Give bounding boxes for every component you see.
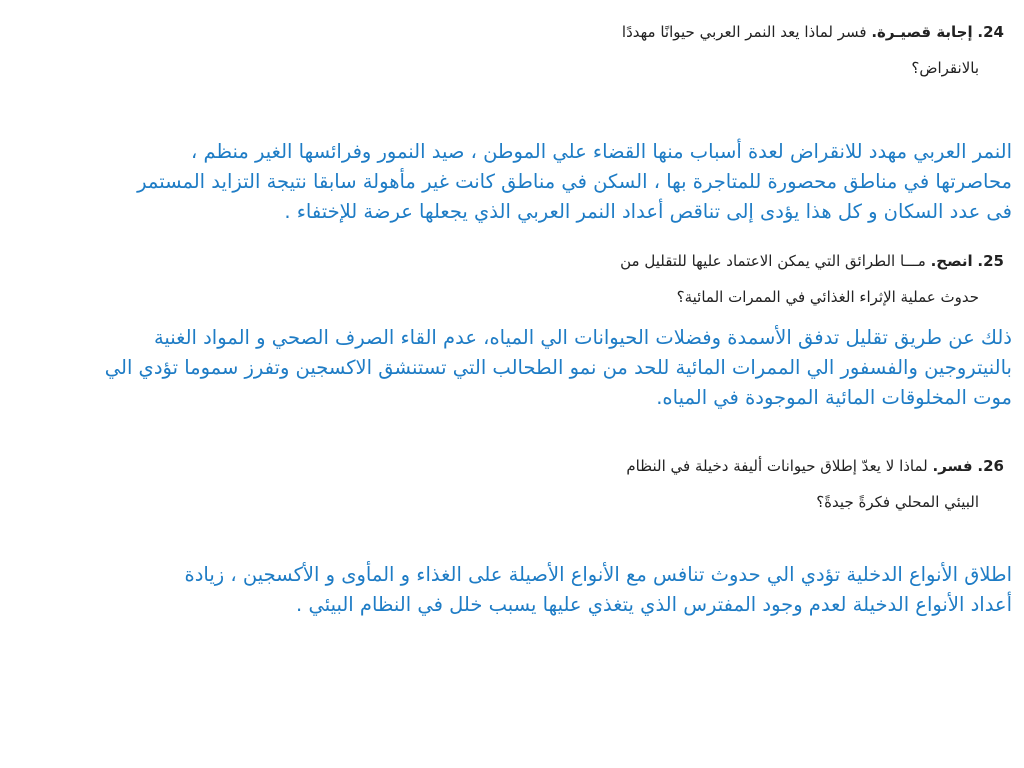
question-24-text: فسر لماذا يعد النمر العربي حيوانًا مهددًا bbox=[621, 23, 867, 41]
answer-24 bbox=[12, 137, 1012, 227]
answer-26-line-2: أعداد الأنواع الدخيلة لعدم وجود المفترس الذي يتغذي عليها يسبب خلل في النظام البيئي . bbox=[296, 593, 1012, 616]
answer-24-line-3: فى عدد السكان و كل هذا يؤدى إلى تناقص أعداد النمر العربي الذي يجعلها عرضة للإختفاء . bbox=[284, 200, 1012, 223]
answer-24-line-2: محاصرتها في مناطق محصورة للمتاجرة بها ، السكن في مناطق كانت غير مأهولة سابقا نتيجة التزايد المستمر bbox=[137, 170, 1012, 193]
question-25-label: انصح. bbox=[930, 252, 973, 270]
question-26-line-1 bbox=[14, 456, 1004, 476]
question-24-line-2: بالانقراض؟ bbox=[911, 59, 979, 77]
answer-25-line-3: موت المخلوقات المائية الموجودة في المياه. bbox=[656, 386, 1012, 409]
answer-24-line-1: النمر العربي مهدد للانقراض لعدة أسباب منها القضاء علي الموطن ، صيد النمور وفرائسها الغير منظم ، bbox=[191, 140, 1012, 163]
question-24-line-1 bbox=[14, 22, 1004, 42]
answer-25-line-2: بالنيتروجين والفسفور الي الممرات المائية للحد من نمو الطحالب التي تستنشق الاكسجين وتفرز سموما تؤدي الي bbox=[104, 356, 1012, 379]
question-26-line-2: البيئي المحلي فكرةً جيدةً؟ bbox=[816, 493, 979, 511]
answer-26 bbox=[12, 560, 1012, 620]
question-24-label: إجابة قصيـرة. bbox=[871, 23, 973, 41]
question-25-text: مـــا الطرائق التي يمكن الاعتماد عليها للتقليل من bbox=[620, 252, 926, 270]
answer-25 bbox=[12, 323, 1012, 413]
answer-25-line-1: ذلك عن طريق تقليل تدفق الأسمدة وفضلات الحيوانات الي المياه، عدم القاء الصرف الصحي و المواد الغنية bbox=[153, 326, 1012, 349]
question-25-line-2: حدوث عملية الإثراء الغذائي في الممرات المائية؟ bbox=[676, 288, 979, 306]
question-25-line-1 bbox=[14, 251, 1004, 271]
question-25-number: 25. bbox=[977, 252, 1004, 270]
answer-26-line-1: اطلاق الأنواع الدخلية تؤدي الي حدوث تنافس مع الأنواع الأصيلة على الغذاء و المأوى و الأكسجين ، زيادة bbox=[184, 563, 1012, 586]
question-26-text: لماذا لا يعدّ إطلاق حيوانات أليفة دخيلة في النظام bbox=[626, 457, 928, 475]
question-26-label: فسر. bbox=[932, 457, 973, 475]
question-26-number: 26. bbox=[977, 457, 1004, 475]
question-24-number: 24. bbox=[977, 23, 1004, 41]
